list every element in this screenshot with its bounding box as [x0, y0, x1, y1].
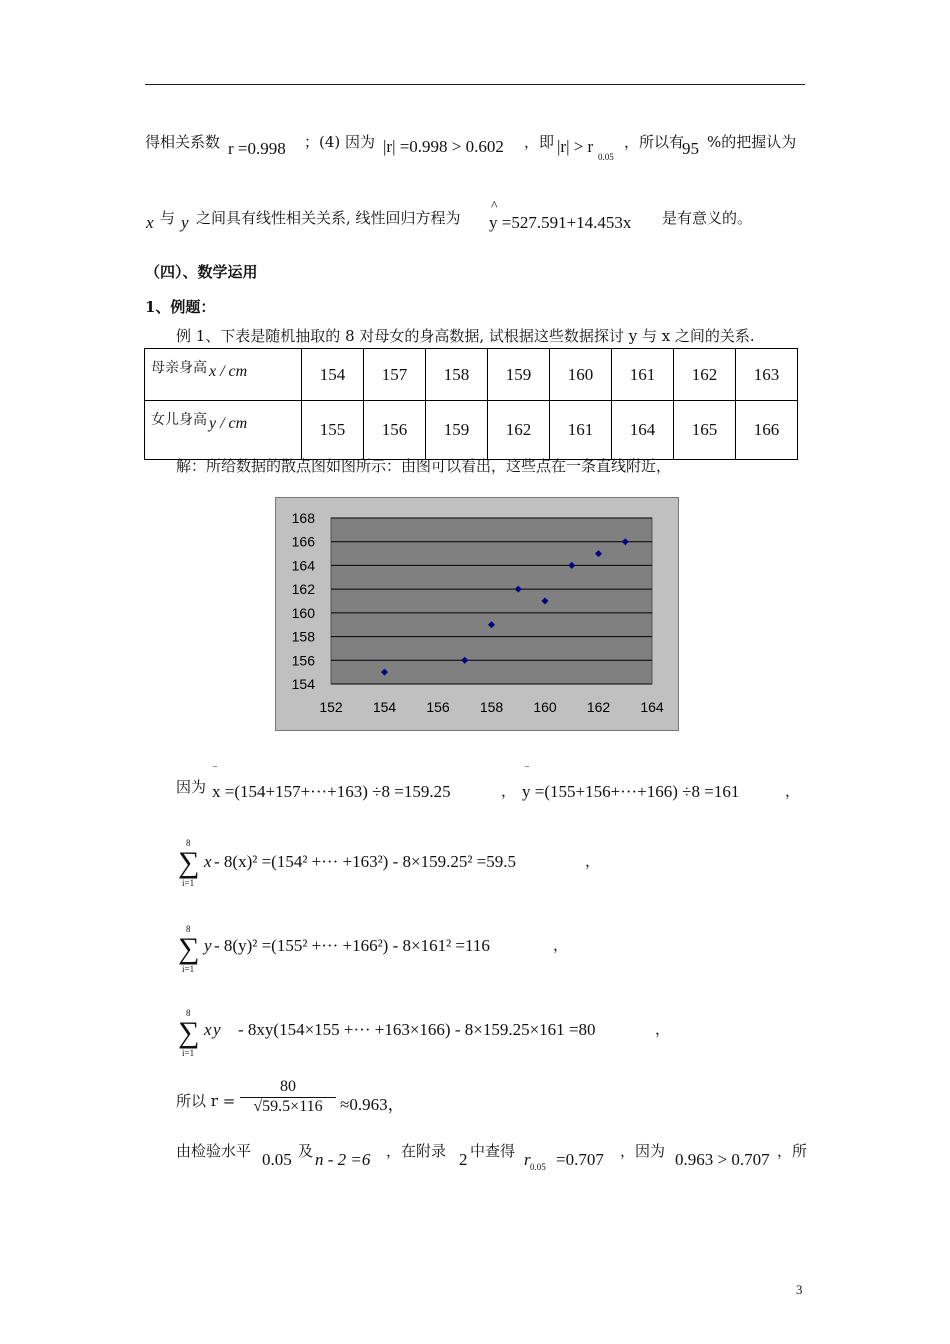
- math-xi: x: [204, 852, 212, 871]
- text-span: 得相关系数: [145, 133, 221, 151]
- math-r: r: [524, 1150, 531, 1169]
- text-span: ，即: [524, 133, 555, 151]
- example-intro: 例 1、下表是随机抽取的 8 对母女的身高数据, 试根据这些数据探讨 y 与 x 之间的关系.: [176, 327, 755, 345]
- row-header: [145, 401, 302, 460]
- y-tick-label: 158: [291, 628, 315, 645]
- text-span: ，: [585, 852, 601, 870]
- table-cell: 155: [302, 401, 364, 460]
- denominator: √59.5×116: [253, 1098, 323, 1115]
- table-cell: 159: [488, 349, 550, 401]
- text-span: 中查得: [470, 1142, 516, 1160]
- x-tick-label: 158: [479, 699, 504, 715]
- sum-upper: 8: [186, 1008, 191, 1018]
- summation: [178, 840, 202, 890]
- sub-title: 1、例题：: [145, 298, 216, 316]
- math-y: y: [181, 213, 189, 232]
- plot-area: [331, 518, 652, 684]
- text-span: 与: [160, 209, 176, 227]
- sigma-symbol: ∑: [178, 932, 200, 965]
- hat-symbol: ^: [491, 199, 498, 214]
- math-ybar: y =(155+156+···+166) ÷8 =161: [522, 782, 740, 801]
- text-span: ，: [553, 936, 569, 954]
- text-span: ，: [501, 782, 517, 800]
- x-tick-label: 162: [586, 699, 611, 715]
- height-table: [144, 348, 798, 460]
- y-tick-label: 156: [291, 652, 315, 669]
- math-regression: y =527.591+14.453x: [489, 213, 632, 232]
- table-cell: 156: [364, 401, 426, 460]
- text-span: 是有意义的。: [662, 209, 753, 227]
- sigma-symbol: ∑: [178, 1016, 200, 1049]
- math-r: r =0.998: [228, 139, 286, 158]
- math-sxy: - 8xy(154×155 +··· +163×166) - 8×159.25×161 =80: [238, 1020, 596, 1039]
- table-cell: 161: [612, 349, 674, 401]
- table-cell: 159: [426, 401, 488, 460]
- fraction: [240, 1078, 336, 1116]
- text-span: ，所以有: [624, 133, 685, 151]
- math-sxx: - 8(x)² =(154² +··· +163²) - 8×159.25² =59.5: [214, 852, 517, 871]
- numerator: 80: [240, 1078, 336, 1098]
- table-cell: 163: [736, 349, 798, 401]
- math-yi: y: [213, 1020, 221, 1039]
- row-unit: x / cm: [209, 363, 248, 380]
- math-yi: y: [204, 936, 212, 955]
- x-tick-label: 156: [426, 699, 450, 715]
- x-tick-label: 154: [372, 699, 397, 715]
- y-tick-label: 160: [291, 604, 315, 621]
- text-span: 因为: [176, 778, 207, 796]
- sum-lower: i=1: [182, 964, 195, 974]
- table-cell: 157: [364, 349, 426, 401]
- math-syy: - 8(y)² =(155² +··· +166²) - 8×161² =116: [214, 936, 490, 955]
- text-span: 及: [298, 1142, 314, 1160]
- text-span: 之间具有线性相关关系, 线性回归方程为: [196, 209, 461, 227]
- text-span: ；(4) 因为: [304, 133, 376, 151]
- bar-symbol: ‾: [525, 765, 529, 779]
- x-tick-label: 152: [319, 699, 343, 715]
- sum-upper: 8: [186, 838, 191, 848]
- math-compare2: 0.963 > 0.707: [675, 1150, 770, 1169]
- summation: [178, 926, 202, 976]
- y-tick-label: 164: [291, 557, 315, 574]
- page-number: 3: [796, 1282, 803, 1297]
- sum-upper: 8: [186, 924, 191, 934]
- math-subscript: 0.05: [598, 152, 614, 162]
- table-cell: 165: [674, 401, 736, 460]
- solution-intro: 解：所给数据的散点图如图所示：由图可以看出，这些点在一条直线附近，: [176, 457, 672, 475]
- y-tick-label: 162: [291, 581, 315, 598]
- math-xi: x: [204, 1020, 212, 1039]
- table-cell: 162: [488, 401, 550, 460]
- text-span: 由检验水平: [176, 1142, 252, 1160]
- text-span: ，: [785, 782, 801, 800]
- y-tick-label: 166: [291, 533, 315, 550]
- table-cell: 154: [302, 349, 364, 401]
- table-cell: 166: [736, 401, 798, 460]
- sum-lower: i=1: [182, 1048, 195, 1058]
- text-span: ，因为: [620, 1142, 666, 1160]
- table-cell: 161: [550, 401, 612, 460]
- row-unit: y / cm: [209, 415, 248, 432]
- math-appendix: 2: [459, 1150, 468, 1169]
- summation: [178, 1010, 202, 1060]
- bar-symbol: ‾: [213, 765, 217, 779]
- sigma-symbol: ∑: [178, 846, 200, 879]
- math-95: 95: [682, 139, 699, 158]
- row-header: [145, 349, 302, 401]
- table-row: [145, 401, 798, 460]
- math-df: n - 2 =6: [315, 1150, 371, 1169]
- header-rule: [145, 84, 805, 85]
- table-row: [145, 349, 798, 401]
- x-tick-label: 160: [533, 699, 557, 715]
- y-tick-label: 168: [291, 510, 315, 526]
- text-span: 所以 r =: [176, 1092, 236, 1110]
- table-cell: 158: [426, 349, 488, 401]
- table-cell: 164: [612, 401, 674, 460]
- chart-svg: [276, 498, 678, 730]
- text-span: %的把握认为: [707, 133, 797, 151]
- text-span: ，所: [777, 1142, 808, 1160]
- math-abs-r: |r| =0.998 > 0.602: [383, 137, 504, 156]
- scatter-chart: [275, 497, 679, 731]
- math-r-value: ≈0.963，: [340, 1095, 405, 1114]
- y-tick-label: 154: [291, 676, 315, 692]
- math-compare: |r| > r: [557, 137, 594, 156]
- table-cell: 162: [674, 349, 736, 401]
- text-span: ，在附录: [386, 1142, 447, 1160]
- row-label: 女儿身高: [151, 412, 207, 428]
- math-level: 0.05: [262, 1150, 292, 1169]
- sum-lower: i=1: [182, 878, 195, 888]
- row-label: 母亲身高: [151, 360, 207, 376]
- x-tick-label: 164: [640, 699, 664, 715]
- math-critical: =0.707: [556, 1150, 604, 1169]
- math-xbar: x =(154+157+···+163) ÷8 =159.25: [212, 782, 451, 801]
- text-span: ，: [655, 1020, 671, 1038]
- math-x: x: [146, 213, 154, 232]
- section-title: （四）、数学运用: [145, 263, 258, 281]
- math-subscript: 0.05: [530, 1162, 546, 1172]
- table-cell: 160: [550, 349, 612, 401]
